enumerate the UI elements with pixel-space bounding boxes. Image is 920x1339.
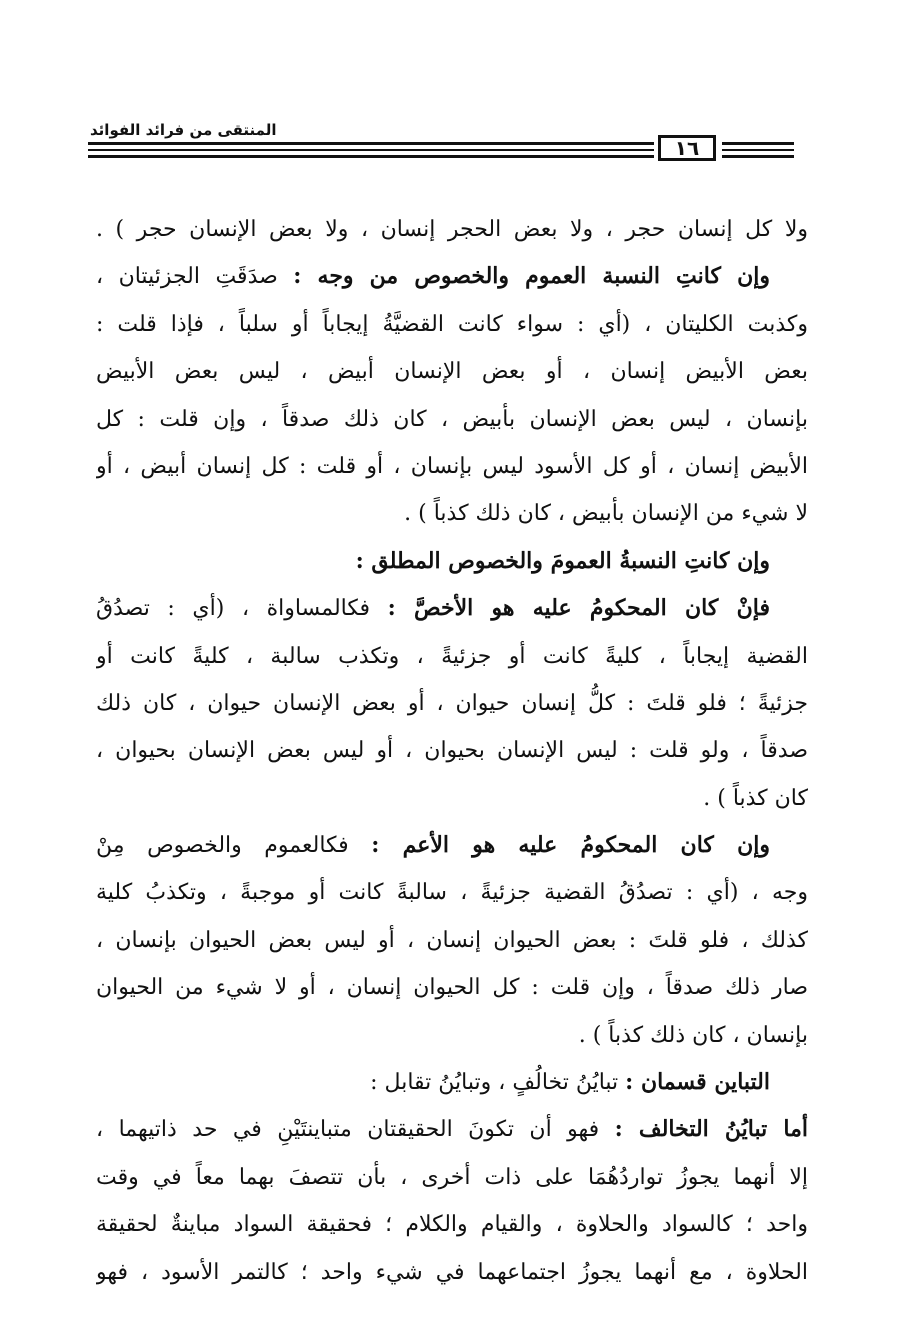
text-line: فإنْ كان المحكومُ عليه هو الأخصَّ : فكالمساواة ، (أي : تصدُقُ xyxy=(96,595,770,622)
text-line: الحلاوة ، مع أنهما يجوزُ اجتماعهما في شيء واحد ؛ كالتمر الأسود ، فهو xyxy=(96,1259,808,1285)
text-line: بإنسان ، ليس بعض الإنسان بأبيض ، كان ذلك صدقاً ، وإن قلت : كل xyxy=(96,406,808,432)
text-line: صار ذلك صدقاً ، وإن قلت : كل الحيوان إنسان ، أو لا شيء من الحيوان xyxy=(96,975,808,1001)
header-rule-right xyxy=(722,142,794,158)
text-line: كذلك ، فلو قلتَ : بعض الحيوان إنسان ، أو ليس بعض الحيوان بإنسان ، xyxy=(96,927,808,953)
text-line: وإن كانتِ النسبة العموم والخصوص من وجه : صدَقَتِ الجزئيتان ، xyxy=(96,263,770,290)
text-line: كان كذباً ) . xyxy=(703,785,808,811)
text-line: وإن كان المحكومُ عليه هو الأعم : فكالعموم والخصوص مِنْ xyxy=(96,832,770,859)
page-number: ١٦ xyxy=(658,135,716,161)
text-line: واحد ؛ كالسواد والحلاوة ، والقيام والكلام ؛ فحقيقة السواد مباينةٌ لحقيقة xyxy=(96,1212,808,1238)
header-rule-left xyxy=(88,142,654,158)
text-line: أما تبايُنُ التخالف : فهو أن تكونَ الحقيقتان متباينتَيْنِ في حد ذاتيهما ، xyxy=(96,1116,808,1143)
text-line: لا شيء من الإنسان بأبيض ، كان ذلك كذباً ) . xyxy=(404,501,808,527)
text-line: جزئيةً ؛ فلو قلتَ : كلُّ إنسان حيوان ، أو بعض الإنسان حيوان ، كان ذلك xyxy=(96,690,808,716)
text-line: صدقاً ، ولو قلت : ليس الإنسان بحيوان ، أو ليس بعض الإنسان بحيوان ، xyxy=(96,738,808,764)
text-line: إلا أنهما يجوزُ تواردُهُمَا على ذات أخرى ، بأن تتصفَ بهما معاً في وقت xyxy=(96,1164,808,1190)
text-line: وإن كانتِ النسبةُ العمومَ والخصوص المطلق : xyxy=(355,547,770,574)
text-line: التباين قسمان : تبايُنُ تخالُفٍ ، وتبايُنُ تقابل : xyxy=(370,1069,770,1096)
text-line: الأبيض إنسان ، أو كل الأسود ليس بإنسان ، أو قلت : كل إنسان أبيض ، أو xyxy=(96,453,808,479)
text-line: وكذبت الكليتان ، (أي : سواء كانت القضيَّةُ إيجاباً أو سلباً ، فإذا قلت : xyxy=(96,311,808,337)
body-text xyxy=(96,206,808,1296)
running-header-title: المنتقى من فرائد الفوائد xyxy=(90,121,277,139)
text-line: بعض الأبيض إنسان ، أو بعض الإنسان أبيض ، ليس بعض الأبيض xyxy=(96,359,808,385)
text-line: وجه ، (أي : تصدُقُ القضية جزئيةً ، سالبةً كانت أو موجبةً ، وتكذبُ كلية xyxy=(96,880,808,906)
text-line: ولا كل إنسان حجر ، ولا بعض الحجر إنسان ، ولا بعض الإنسان حجر ) . xyxy=(96,217,808,242)
text-line: بإنسان ، كان ذلك كذباً ) . xyxy=(578,1022,808,1048)
text-line: القضية إيجاباً ، كليةً كانت أو جزئيةً ، وتكذب سالبة ، كليةً كانت أو xyxy=(96,643,808,669)
